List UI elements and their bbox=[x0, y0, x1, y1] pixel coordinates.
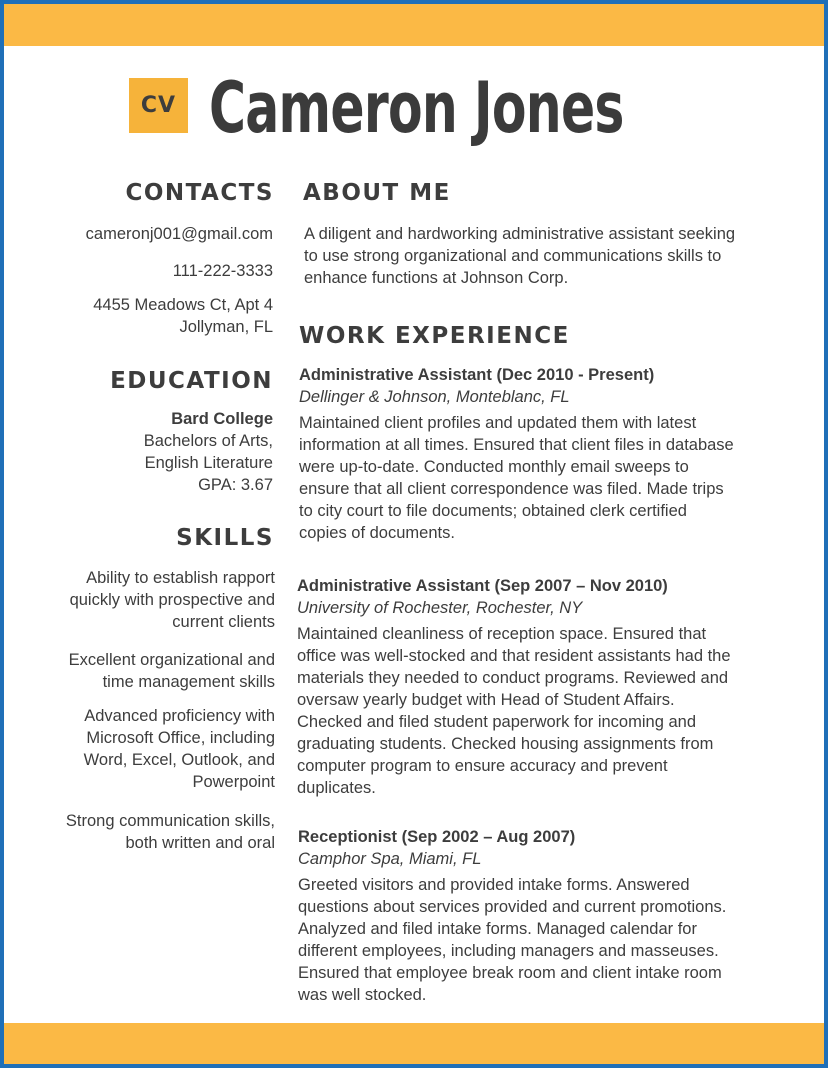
job-company: University of Rochester, Rochester, NY bbox=[297, 599, 583, 617]
skill-line: Powerpoint bbox=[192, 773, 275, 791]
skill-line: Strong communication skills, bbox=[65, 812, 275, 830]
education-details bbox=[144, 408, 273, 496]
about-text bbox=[304, 223, 779, 289]
skill-item bbox=[84, 705, 275, 793]
job-entry bbox=[298, 826, 773, 1006]
about-line: A diligent and hardworking administrative assistant seeking bbox=[304, 225, 736, 243]
education-heading: EDUCATION bbox=[110, 368, 273, 394]
resume-name: Cameron Jones bbox=[209, 67, 624, 149]
job-line: was well stocked. bbox=[298, 986, 427, 1004]
top-accent-band bbox=[4, 4, 824, 46]
job-line: information at all times. Ensured that client files in database bbox=[299, 436, 734, 454]
job-entry bbox=[297, 575, 772, 799]
gpa: GPA: 3.67 bbox=[198, 476, 273, 494]
job-line: to city court to file documents; obtained clerk certified bbox=[299, 502, 687, 520]
job-line: Checked and filed student paperwork for incoming and bbox=[297, 713, 696, 731]
job-line: copies of documents. bbox=[299, 524, 455, 542]
job-title: Administrative Assistant (Sep 2007 – Nov 2010) bbox=[297, 577, 668, 595]
about-section bbox=[303, 180, 778, 206]
job-line: different employees, including managers and masseuses. bbox=[298, 942, 719, 960]
address-line: Jollyman, FL bbox=[179, 318, 273, 336]
skill-line: current clients bbox=[172, 613, 275, 631]
contact-address bbox=[93, 294, 273, 338]
address-line: 4455 Meadows Ct, Apt 4 bbox=[93, 296, 273, 314]
job-line: Ensured that employee break room and client intake room bbox=[298, 964, 722, 982]
skill-line: both written and oral bbox=[125, 834, 275, 852]
job-line: oversaw yearly budget with Head of Student Affairs. bbox=[297, 691, 675, 709]
job-line: Analyzed and filed intake forms. Managed calendar for bbox=[298, 920, 697, 938]
skill-line: Word, Excel, Outlook, and bbox=[83, 751, 275, 769]
work-section bbox=[299, 323, 774, 349]
contacts-heading: CONTACTS bbox=[125, 180, 274, 206]
school-name: Bard College bbox=[171, 410, 273, 428]
job-company: Camphor Spa, Miami, FL bbox=[298, 850, 482, 868]
skills-section bbox=[176, 525, 274, 551]
job-line: ensure that all client correspondence was filed. Made trips bbox=[299, 480, 724, 498]
skill-line: Microsoft Office, including bbox=[86, 729, 275, 747]
work-heading: WORK EXPERIENCE bbox=[299, 323, 570, 349]
job-company: Dellinger & Johnson, Monteblanc, FL bbox=[299, 388, 570, 406]
about-line: to use strong organizational and communications skills to bbox=[304, 247, 722, 265]
skill-item bbox=[69, 649, 275, 693]
about-line: enhance functions at Johnson Corp. bbox=[304, 269, 569, 287]
job-title: Receptionist (Sep 2002 – Aug 2007) bbox=[298, 828, 576, 846]
skill-line: Advanced proficiency with bbox=[84, 707, 275, 725]
skill-line: quickly with prospective and bbox=[69, 591, 275, 609]
skills-heading: SKILLS bbox=[176, 525, 274, 551]
degree-line: Bachelors of Arts, bbox=[143, 432, 273, 450]
job-line: Greeted visitors and provided intake forms. Answered bbox=[298, 876, 690, 894]
skill-line: Excellent organizational and bbox=[68, 651, 275, 669]
contacts-section bbox=[125, 180, 274, 206]
about-heading: ABOUT ME bbox=[303, 180, 451, 206]
contact-email: cameronj001@gmail.com bbox=[85, 225, 273, 243]
cv-badge: CV bbox=[129, 78, 188, 133]
job-line: duplicates. bbox=[297, 779, 376, 797]
job-line: computer program to ensure accuracy and prevent bbox=[297, 757, 668, 775]
job-line: Maintained cleanliness of reception space. Ensured that bbox=[297, 625, 707, 643]
skill-line: Ability to establish rapport bbox=[86, 569, 275, 587]
skill-item bbox=[70, 567, 275, 633]
job-line: questions about services provided and current promotions. bbox=[298, 898, 727, 916]
skill-line: time management skills bbox=[102, 673, 275, 691]
bottom-accent-band bbox=[4, 1023, 824, 1064]
job-entry bbox=[299, 364, 774, 544]
job-line: office was well-stocked and that resident assistants had the bbox=[297, 647, 731, 665]
contact-phone: 111-222-3333 bbox=[172, 262, 273, 280]
education-section bbox=[110, 368, 273, 394]
job-line: were up-to-date. Conducted monthly email sweeps to bbox=[299, 458, 689, 476]
degree-line: English Literature bbox=[144, 454, 273, 472]
job-title: Administrative Assistant (Dec 2010 - Present) bbox=[299, 366, 655, 384]
job-line: Maintained client profiles and updated them with latest bbox=[299, 414, 697, 432]
job-line: materials they needed to conduct programs. Reviewed and bbox=[297, 669, 729, 687]
skill-item bbox=[66, 810, 275, 854]
job-line: graduating students. Checked housing assignments from bbox=[297, 735, 714, 753]
